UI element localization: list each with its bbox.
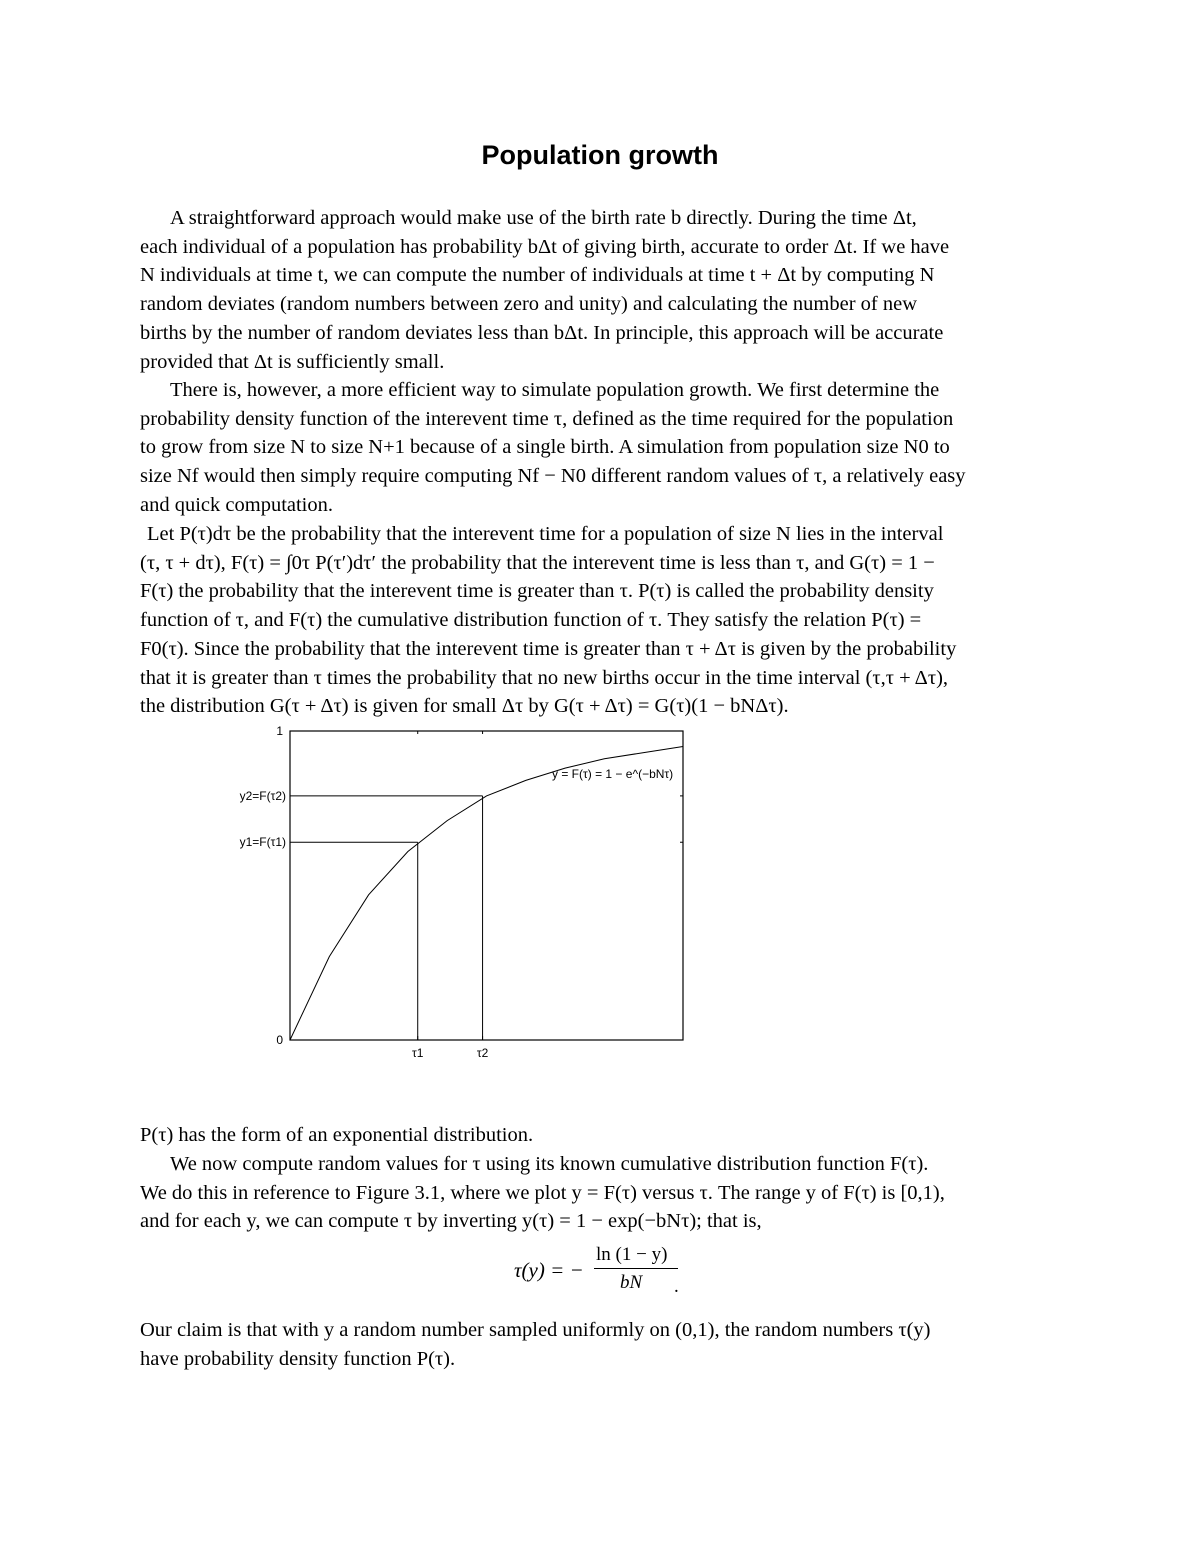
cdf-curve — [290, 747, 683, 1041]
para3-line6: that it is greater than τ times the probability that no new births occur in the time interval (τ,τ + Δτ), — [140, 666, 949, 689]
paragraph-4 — [140, 1121, 1061, 1150]
para1-line1: A straightforward approach would make use of the birth rate b directly. During the time Δt, — [170, 207, 917, 229]
para5-line3: and for each y, we can compute τ by inverting y(τ) = 1 − exp(−bNτ); that is, — [140, 1210, 762, 1233]
para3-line7: the distribution G(τ + Δτ) is given for small Δτ by G(τ + Δτ) = G(τ)(1 − bNΔτ). — [140, 695, 789, 718]
fraction-bar — [594, 1268, 678, 1269]
para3-line4: function of τ, and F(τ) the cumulative distribution function of τ. They satisfy the relation P(τ) = — [140, 609, 922, 632]
equation-lhs: τ(y) = − — [514, 1258, 584, 1282]
y-marker-label-2: y2=F(τ2) — [239, 788, 286, 803]
para1-line3: N individuals at time t, we can compute the number of individuals at time t + Δt by computing N — [140, 264, 935, 287]
para2-line3: to grow from size N to size N+1 because of a single birth. A simulation from population size N0 to — [140, 436, 950, 459]
equation-tau-of-y — [0, 1244, 1200, 1300]
para1-line2: each individual of a population has probability bΔt of giving birth, accurate to order Δt. If we have — [140, 235, 950, 258]
para1-line6: provided that Δt is sufficiently small. — [140, 350, 445, 373]
para3-line2: (τ, τ + dτ), F(τ) = ∫0τ P(τ′)dτ′ the probability that the interevent time is less than τ, and G(τ) = 1 − — [140, 551, 935, 574]
para3-line3: F(τ) the probability that the interevent time is greater than τ. P(τ) is called the probability density — [140, 580, 934, 603]
y-tick-label-0: 0 — [276, 1033, 283, 1047]
equation-numerator: ln (1 − y) — [596, 1244, 668, 1265]
para2-line1: There is, however, a more efficient way to simulate population growth. We first determine the — [170, 379, 940, 401]
para4-line1: P(τ) has the form of an exponential distribution. — [140, 1124, 534, 1146]
para5-line2: We do this in reference to Figure 3.1, where we plot y = F(τ) versus τ. The range y of F(τ) is [0,1), — [140, 1181, 945, 1204]
y-marker-label-1: y1=F(τ1) — [239, 835, 286, 850]
para1-line4: random deviates (random numbers between zero and unity) and calculating the number of new — [140, 293, 918, 316]
para6-line1: Our claim is that with y a random number sampled uniformly on (0,1), the random numbers τ(y) — [140, 1319, 931, 1341]
para1-line5: births by the number of random deviates less than bΔt. In principle, this approach will be accurate — [140, 321, 944, 344]
equation-end: . — [674, 1276, 679, 1297]
equation-denominator: bN — [620, 1272, 643, 1293]
para3-line5: F0(τ). Since the probability that the interevent time is greater than τ + Δτ is given by the probability — [140, 637, 957, 660]
curve-label: y = F(τ) = 1 − e^(−bNτ) — [552, 767, 674, 781]
paragraph-5 — [140, 1150, 1061, 1236]
para2-line5: and quick computation. — [140, 493, 333, 516]
page-title: Population growth — [481, 140, 719, 170]
para2-line4: size Nf would then simply require computing Nf − N0 different random values of τ, a relatively easy — [140, 465, 966, 488]
para6-line2: have probability density function P(τ). — [140, 1347, 456, 1370]
x-marker-label-1: τ1 — [412, 1046, 424, 1060]
para3-line1: Let P(τ)dτ be the probability that the interevent time for a population of size N lies in the interval — [147, 523, 944, 545]
x-marker-label-2: τ2 — [476, 1046, 489, 1060]
para5-line1: We now compute random values for τ using its known cumulative distribution function F(τ). — [170, 1153, 929, 1175]
para2-line2: probability density function of the interevent time τ, defined as the time required for the population — [140, 407, 954, 430]
y-tick-label-1: 1 — [276, 724, 283, 738]
paragraph-6 — [140, 1316, 1061, 1373]
